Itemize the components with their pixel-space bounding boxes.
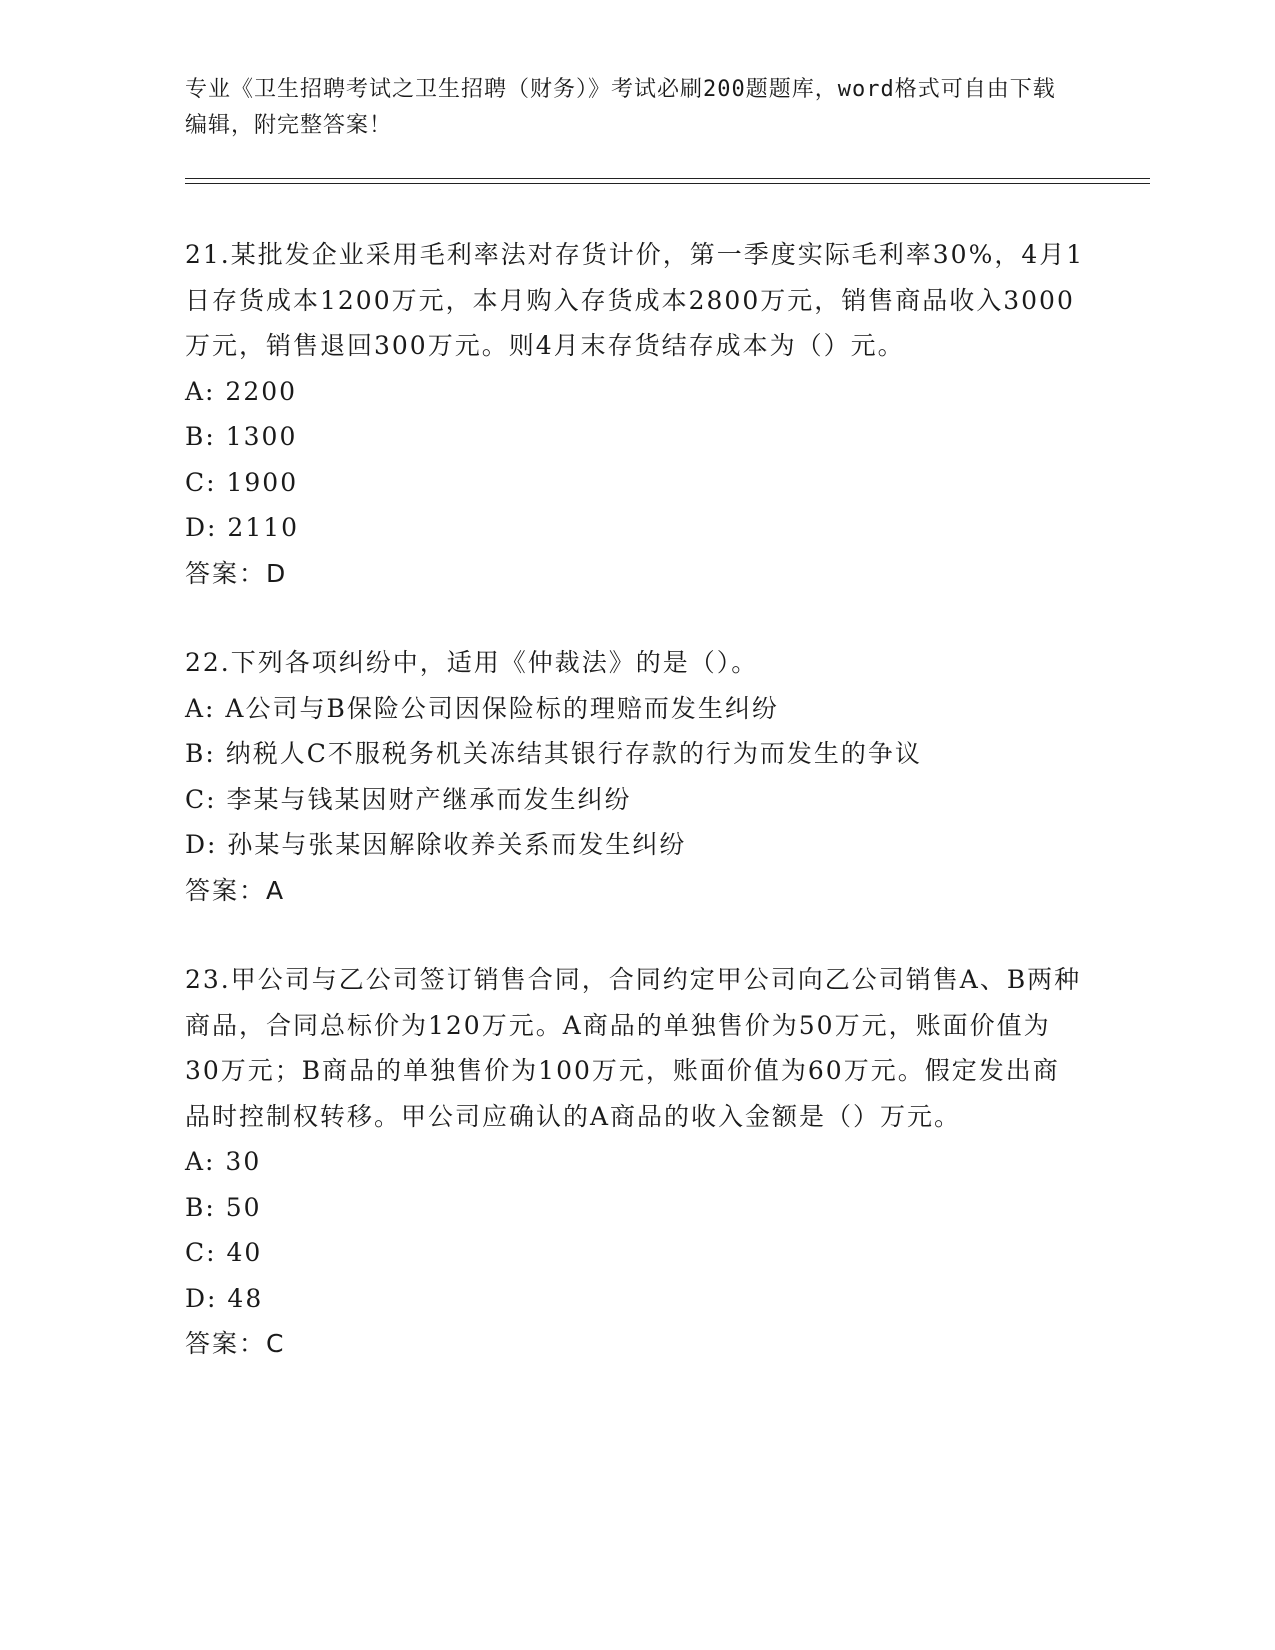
header-divider-top xyxy=(185,178,1150,179)
option-a: A: A公司与B保险公司因保险标的理赔而发生纠纷 xyxy=(185,693,779,723)
question-stem: 22.下列各项纠纷中，适用《仲裁法》的是（）。 xyxy=(185,648,759,677)
option-c: C: 李某与钱某因财产继承而发生纠纷 xyxy=(185,784,632,814)
option-b: B: 1300 xyxy=(185,422,298,451)
question-23 xyxy=(185,957,1085,1367)
document-header: 专业《卫生招聘考试之卫生招聘（财务）》考试必刷200题题库，word格式可自由下载编辑，附完整答案！ xyxy=(185,77,1056,138)
option-a: A: 30 xyxy=(185,1147,262,1176)
question-22 xyxy=(185,640,1085,913)
option-c: C: 1900 xyxy=(185,467,299,497)
option-b: B: 纳税人C不服税务机关冻结其银行存款的行为而发生的争议 xyxy=(185,739,922,768)
option-c: C: 40 xyxy=(185,1238,263,1267)
option-b: B: 50 xyxy=(185,1192,262,1222)
answer-label: 答案：A xyxy=(185,875,286,905)
question-21 xyxy=(185,232,1085,596)
answer-label: 答案：D xyxy=(185,558,288,588)
header-divider-bottom xyxy=(185,183,1150,184)
option-d: D: 2110 xyxy=(185,513,300,542)
option-a: A: 2200 xyxy=(185,376,298,406)
question-list xyxy=(185,232,1085,1411)
answer-label: 答案：C xyxy=(185,1329,286,1358)
option-d: D: 孙某与张某因解除收养关系而发生纠纷 xyxy=(185,830,687,859)
option-d: D: 48 xyxy=(185,1283,264,1313)
question-stem: 23.甲公司与乙公司签订销售合同，合同约定甲公司向乙公司销售A、B两种商品，合同总标价为120万元。A商品的单独售价为50万元，账面价值为30万元；B商品的单独售价为100万元，账面价值为60万元。假定发出商品时控制权转移。甲公司应确认的A商品的收入金额是（）万元。 xyxy=(185,965,1082,1131)
question-stem: 21.某批发企业采用毛利率法对存货计价，第一季度实际毛利率30%，4月1日存货成本1200万元，本月购入存货成本2800万元，销售商品收入3000万元，销售退回300万元。则4月末存货结存成本为（）元。 xyxy=(185,240,1085,360)
